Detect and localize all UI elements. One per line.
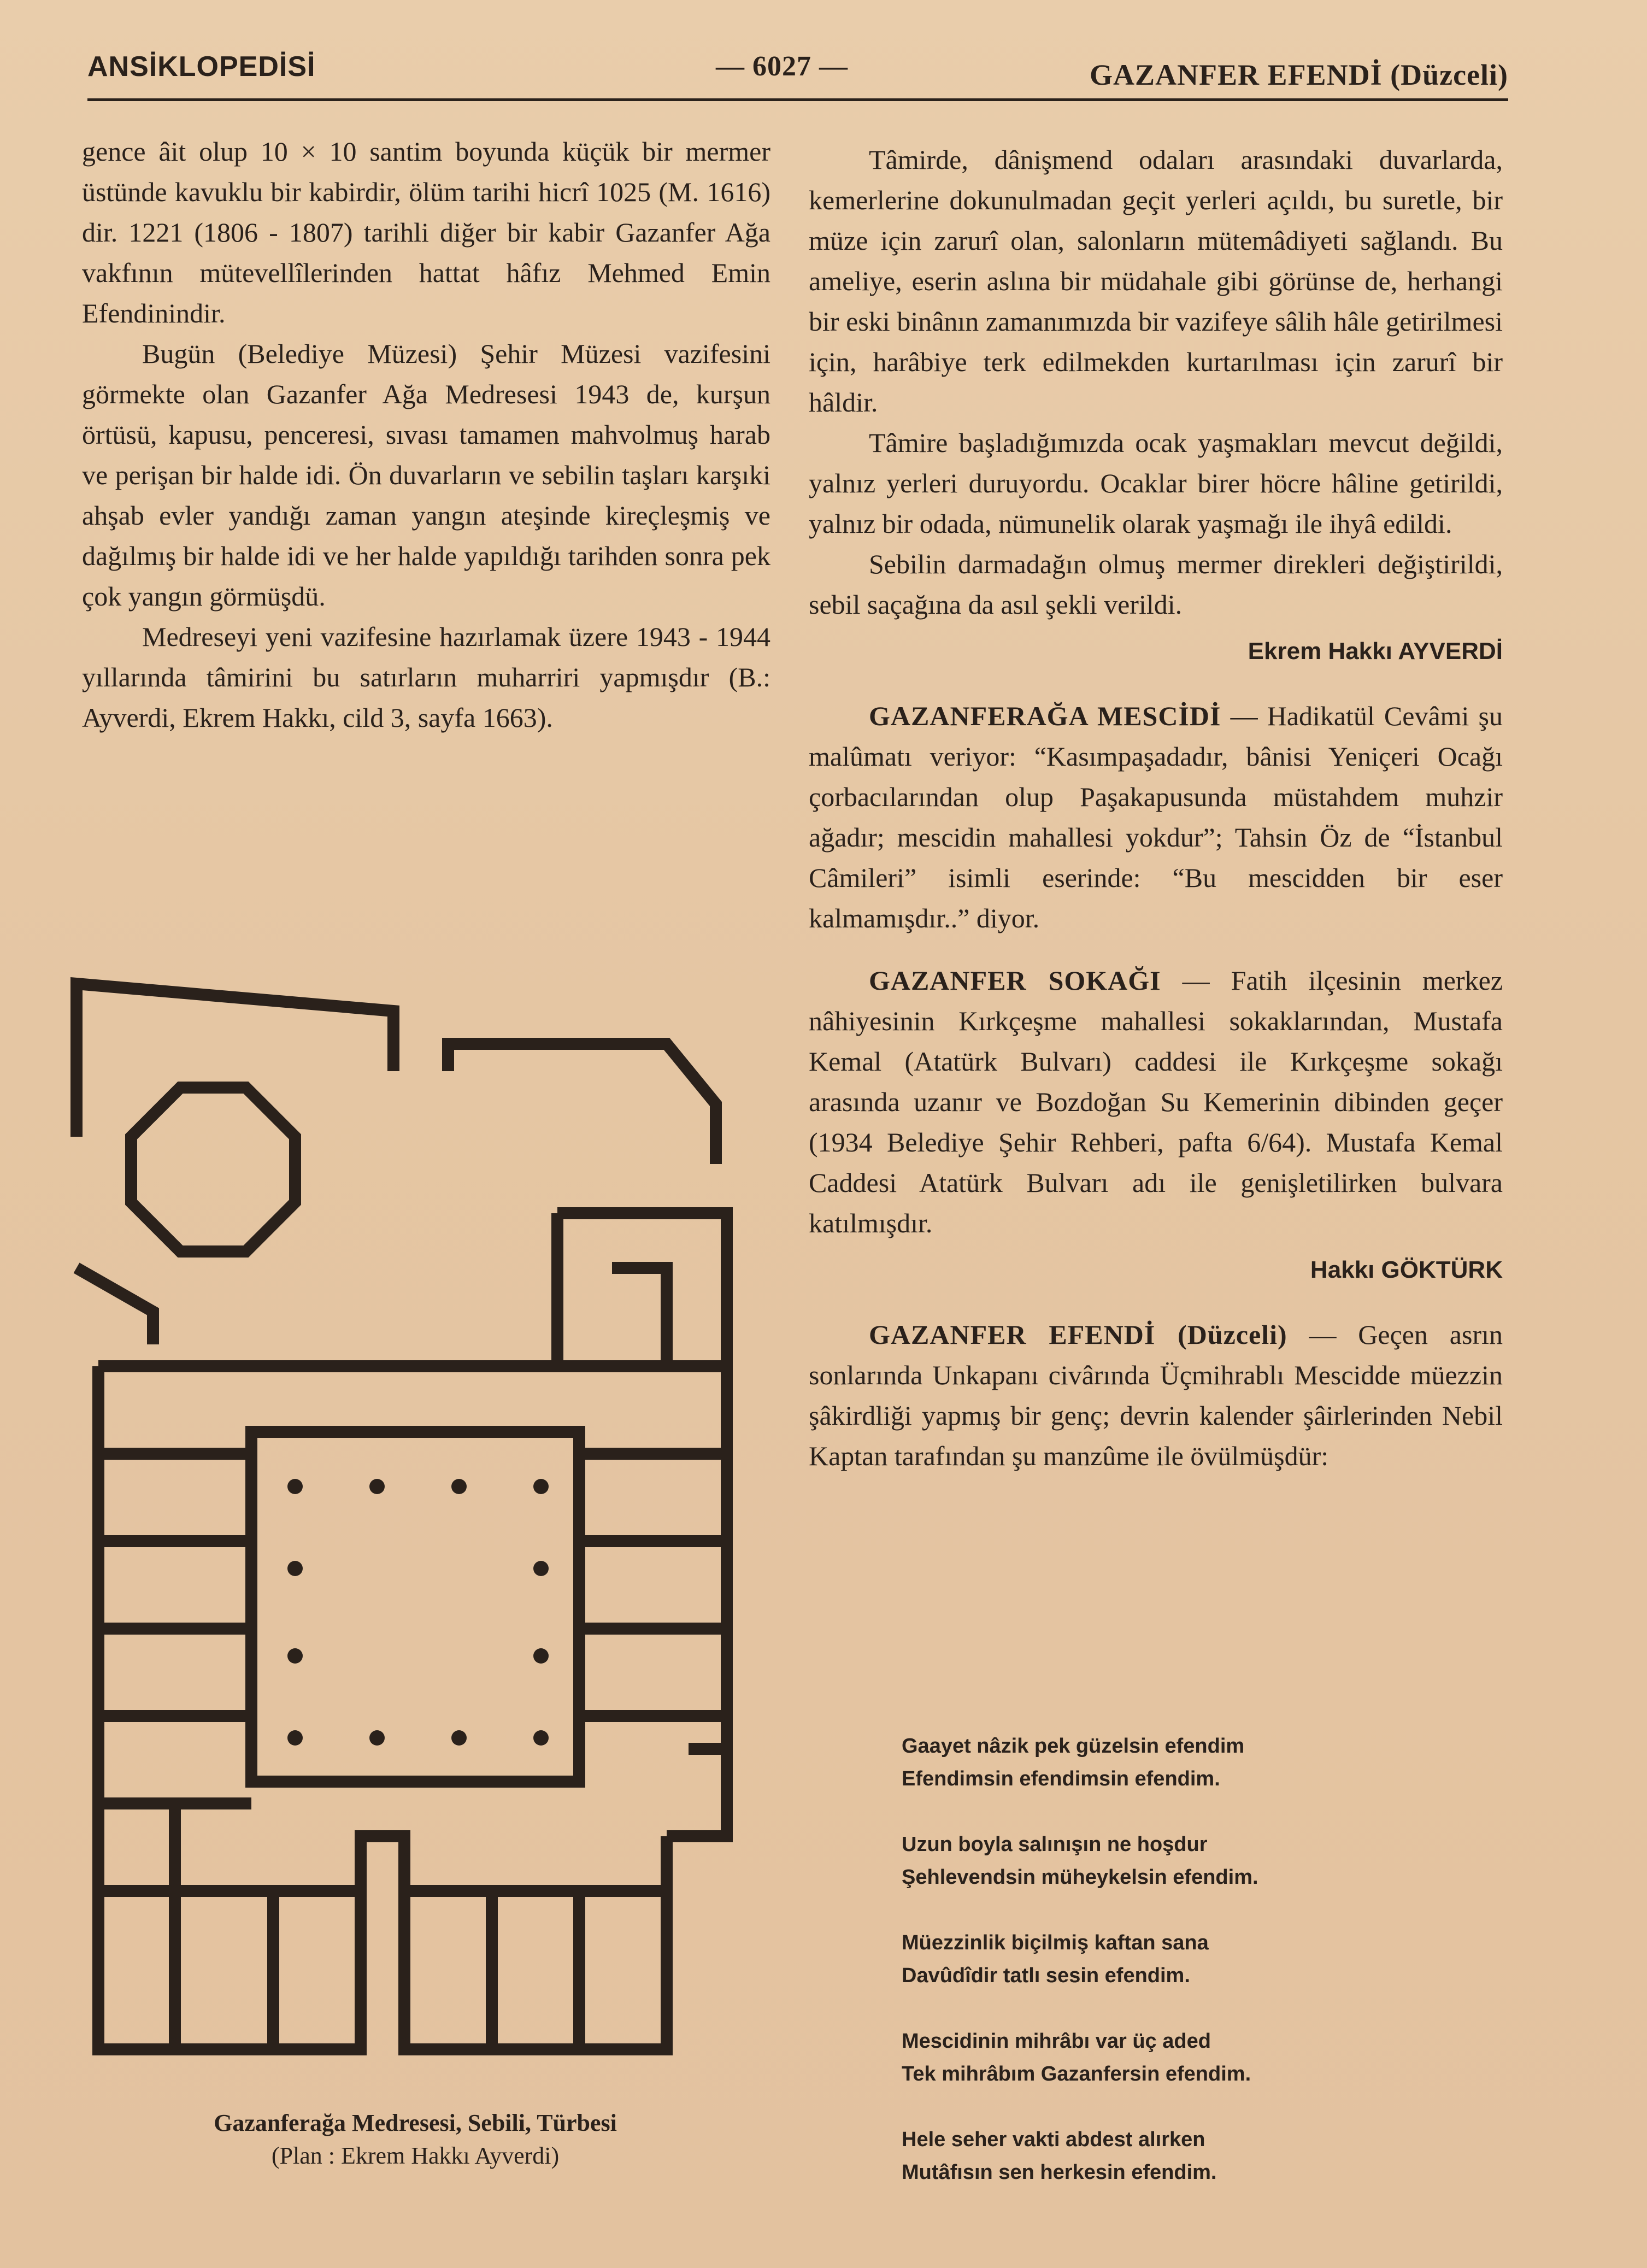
right-column <box>809 139 1503 1476</box>
header-section-title: ANSİKLOPEDİSİ <box>87 51 316 83</box>
poem-line: Tek mihrâbım Gazanfersin efendim. <box>902 2063 1251 2085</box>
entry-text-mescid: — Hadikatül Cevâmi şu malûmatı veriyor: “Kasımpaşadadır, bânisi Yeniçeri Ocağı çorbacılarından olup Paşakapusunda müstahdem muhzir ağadır; mescidin mahallesi yokdur”; Tahsin Öz de “İstanbul Câmileri” isimli eserinde: “Bu mescidden bir eser kalmamışdır..” diyor. <box>809 701 1503 933</box>
entry-gazanfer-efendi <box>809 1314 1503 1476</box>
left-paragraph-2: Bugün (Belediye Müzesi) Şehir Müzesi vazifesini görmekte olan Gazanfer Ağa Medresesi 1943 de, kurşun örtüsü, kapusu, penceresi, sıvası tamamen mahvolmuş harab ve perişan bir halde idi. Ön duvarların ve sebilin taşları karşıki ahşab evler yandığı zaman yangın ateşinde kireçleşmiş ve dağılmış bir halde idi ve her halde yapıldığı tarihden sonra pek çok yangın görmüşdü. <box>82 338 770 612</box>
page-number: — 6027 — <box>716 51 848 82</box>
left-paragraph-3: Medreseyi yeni vazifesine hazırlamak üzere 1943 - 1944 yıllarında tâmirini bu satırların muharriri yapmışdır (B.: Ayverdi, Ekrem Hakkı, cild 3, sayfa 1663). <box>82 621 770 733</box>
poem-stanza <box>902 2025 1503 2090</box>
poem-line: Gaayet nâzik pek güzelsin efendim <box>902 1735 1245 1758</box>
author-signature-ayverdi: Ekrem Hakkı AYVERDİ <box>1248 638 1503 665</box>
medrese-floor-plan <box>66 962 765 2066</box>
plan-caption-credit: (Plan : Ekrem Hakkı Ayverdi) <box>271 2142 560 2169</box>
entry-gazanferaga-mescidi <box>809 696 1503 938</box>
poem-line: Efendimsin efendimsin efendim. <box>902 1767 1220 1790</box>
entry-text-sokak: — Fatih ilçesinin merkez nâhiyesinin Kırkçeşme mahallesi sokaklarından, Mustafa Kemal (Atatürk Bulvarı) caddesi ile Kırkçeşme sokağı arasında uzanır ve Bozdoğan Su Kemerinin dibinden geçer (1934 Belediye Şehir Rehberi, pafta 6/64). Mustafa Kemal Caddesi Atatürk Bulvarı adı ile genişletilirken bulvara katılmışdır. <box>809 965 1503 1238</box>
right-paragraph-3: Sebilin darmadağın olmuş mermer direkleri değiştirildi, sebil saçağına da asıl şekli verildi. <box>809 549 1503 620</box>
poem-line: Mutâfısın sen herkesin efendim. <box>902 2161 1217 2184</box>
entry-gazanfer-sokagi <box>809 960 1503 1243</box>
poem-line: Mescidinin mihrâbı var üç aded <box>902 2030 1211 2053</box>
entry-text-efendi: — Geçen asrın sonlarında Unkapanı civârında Üçmihrablı Mescidde müezzin şâkirdliği yapmış bir genç; devrin kalender şâirlerinden Nebil Kaptan tarafından şu manzûme ile övülmüşdür: <box>809 1319 1503 1471</box>
poem-line: Şehlevendsin müheykelsin efendim. <box>902 1866 1258 1889</box>
poem-line: Uzun boyla salınışın ne hoşdur <box>902 1833 1208 1856</box>
poem-stanza <box>902 1730 1503 1795</box>
poem-line: Davûdîdir tatlı sesin efendim. <box>902 1964 1190 1987</box>
header-entry-title: GAZANFER EFENDİ (Düzceli) <box>1090 58 1508 91</box>
poem-line: Hele seher vakti abdest alırken <box>902 2128 1205 2151</box>
poem-line: Müezzinlik biçilmiş kaftan sana <box>902 1931 1209 1954</box>
entry-title-mescid: GAZANFERAĞA MESCİDİ <box>869 701 1221 731</box>
plan-caption <box>87 2107 743 2172</box>
plan-caption-title: Gazanferağa Medresesi, Sebili, Türbesi <box>214 2110 617 2136</box>
floor-plan-drawing <box>66 962 765 2066</box>
left-paragraph-1: gence âit olup 10 × 10 santim boyunda küçük bir mermer üstünde kavuklu bir kabirdir, ölüm tarihi hicrî 1025 (M. 1616) dir. 1221 (1806 - 1807) tarihli diğer bir kabir Gazanfer Ağa vakfının mütevellîlerinden hattat hâfız Mehmed Emin Efendinindir. <box>82 136 770 328</box>
entry-title-sokak: GAZANFER SOKAĞI <box>869 965 1161 996</box>
right-paragraph-1: Tâmirde, dânişmend odaları arasındaki duvarlarda, kemerlerine dokunulmadan geçit yerleri açıldı, bu suretle, bir müze için zarurî olan, salonların mütemâdiyeti sağlandı. Bu ameliye, eserin aslına bir müdahale gibi görünse de, herhangi bir eski binânın zamanımızda bir vazifeye sâlih hâle getirilmesi için, harâbiye terk edilmekden kurtarılması için zarurî bir hâldir. <box>809 144 1503 418</box>
header-rule <box>87 98 1508 101</box>
author-signature-gokturk: Hakkı GÖKTÜRK <box>1310 1256 1503 1283</box>
entry-title-efendi: GAZANFER EFENDİ (Düzceli) <box>869 1319 1287 1350</box>
poem-stanza <box>902 1828 1503 1894</box>
poem-stanza <box>902 2123 1503 2189</box>
left-column <box>82 131 770 738</box>
right-paragraph-2: Tâmire başladığımızda ocak yaşmakları mevcut değildi, yalnız yerleri duruyordu. Ocaklar birer höcre hâline getirildi, yalnız bir odada, nümunelik olarak yaşmağı ile ihyâ edildi. <box>809 427 1503 539</box>
poem-stanza <box>902 1926 1503 1992</box>
poem-block <box>902 1730 1503 2222</box>
page-header <box>87 50 1508 105</box>
